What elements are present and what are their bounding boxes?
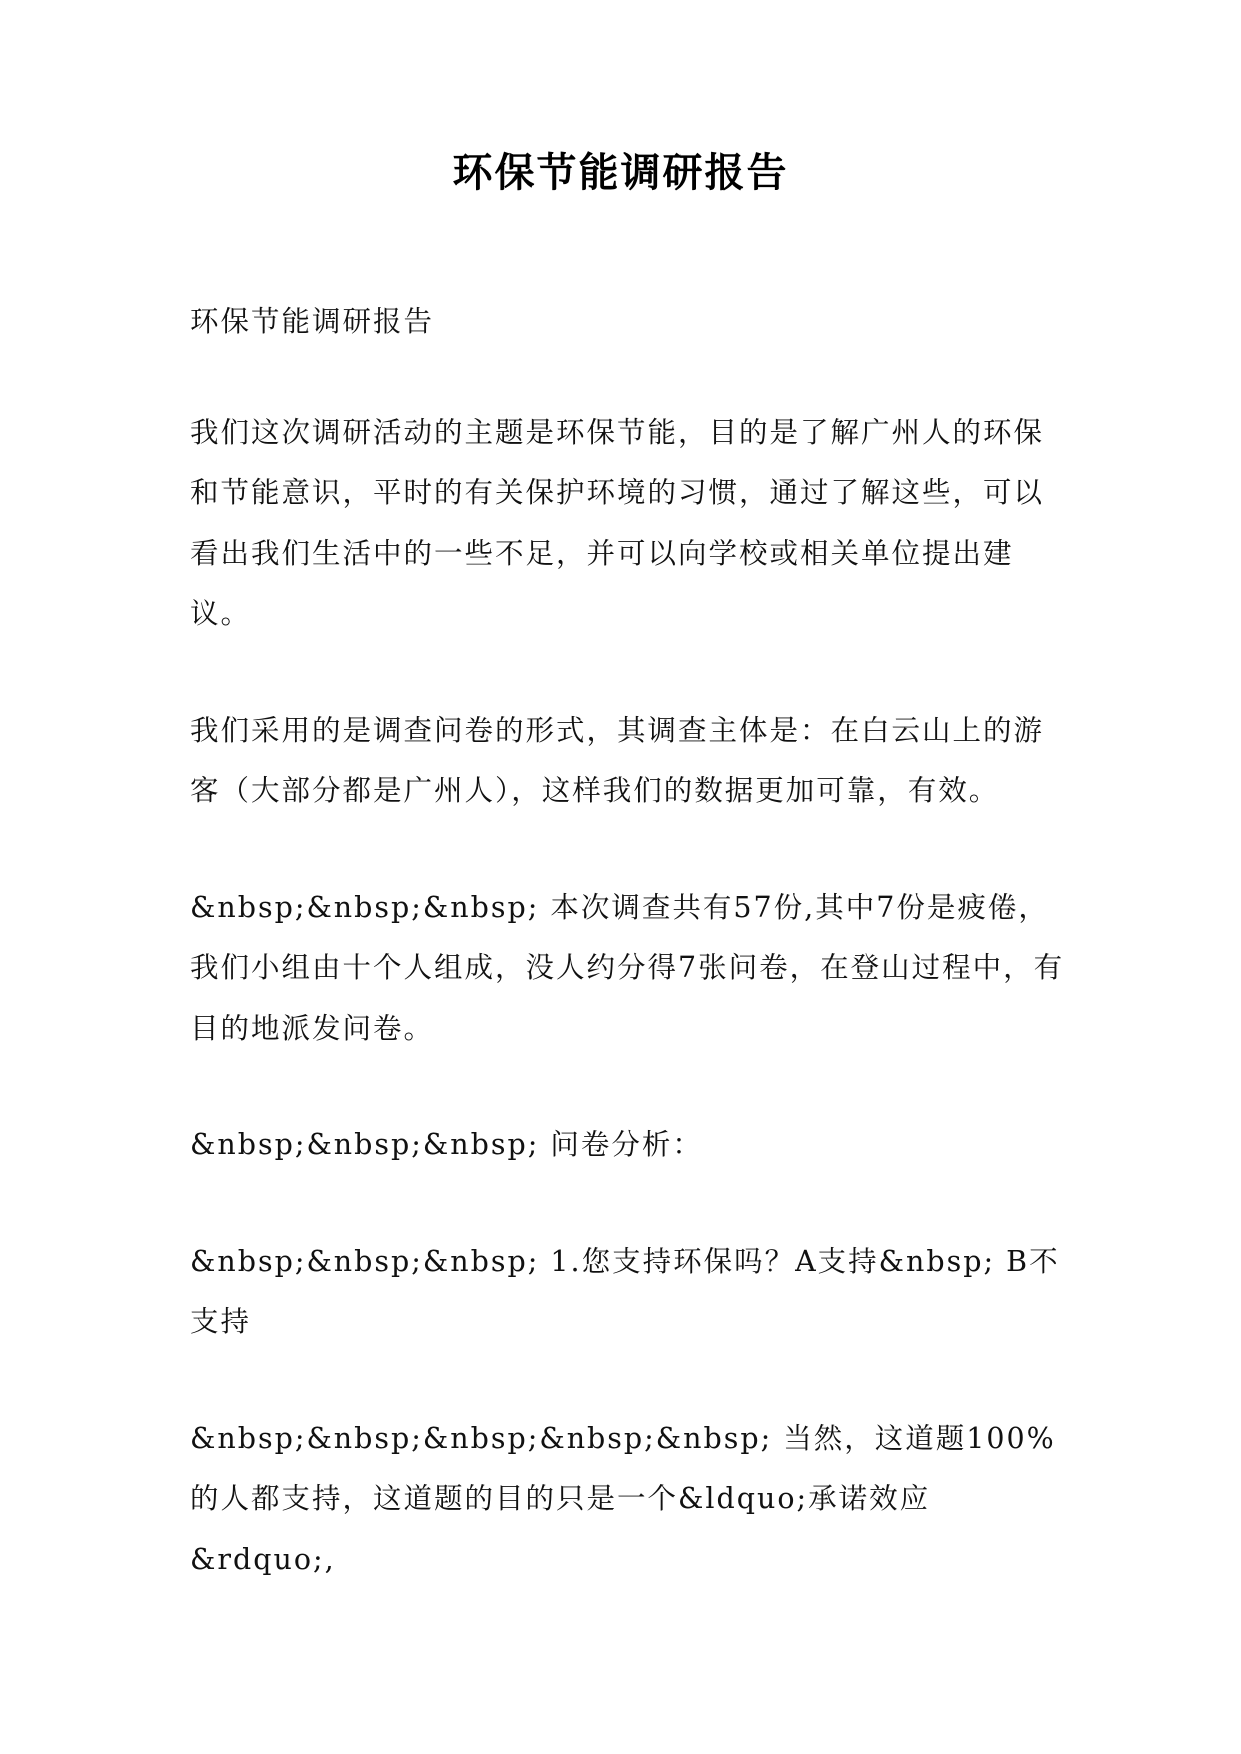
- paragraph-survey-count: &nbsp;&nbsp;&nbsp; 本次调查共有57份,其中7份是疲倦，我们小组由十个人组成，没人约分得7张问卷，在登山过程中，有目的地派发问卷。: [190, 890, 1065, 1045]
- paragraph-analysis-heading: &nbsp;&nbsp;&nbsp; 问卷分析：: [190, 1128, 703, 1161]
- paragraph-intro: 我们这次调研活动的主题是环保节能，目的是了解广州人的环保和节能意识，平时的有关保护环境的习惯，通过了解这些，可以看出我们生活中的一些不足，并可以向学校或相关单位提出建议。: [190, 415, 1045, 630]
- document-title: 环保节能调研报告: [452, 149, 789, 196]
- paragraph-method: 我们采用的是调查问卷的形式，其调查主体是：在白云山上的游客（大部分都是广州人），这样我们的数据更加可靠，有效。: [190, 713, 1045, 807]
- document-body: [190, 292, 1070, 1646]
- paragraph-question-1: &nbsp;&nbsp;&nbsp; 1.您支持环保吗？A支持&nbsp; B不支持: [190, 1244, 1060, 1338]
- paragraph-subtitle: 环保节能调研报告: [190, 305, 435, 338]
- paragraph-answer-1: &nbsp;&nbsp;&nbsp;&nbsp;&nbsp; 当然，这道题100%的人都支持，这道题的目的只是一个&ldquo;承诺效应&rdquo;,: [190, 1421, 1056, 1576]
